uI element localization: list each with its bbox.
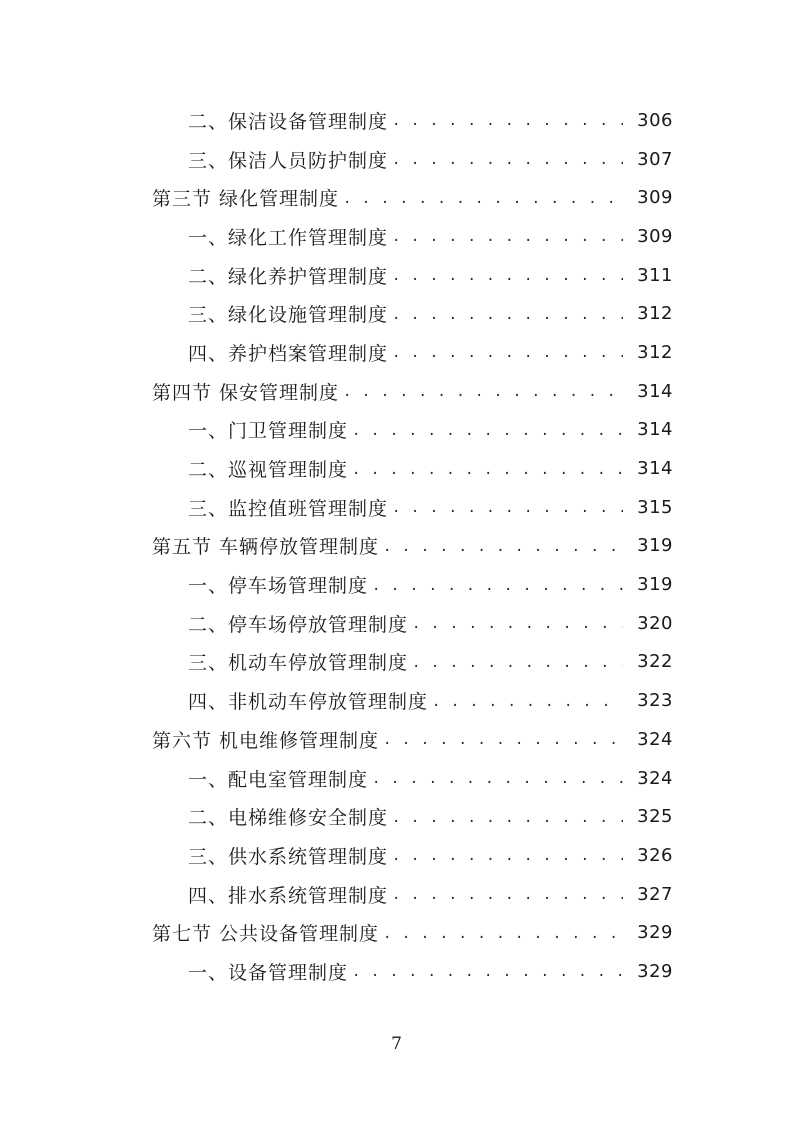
toc-entry-page: 329 bbox=[637, 922, 673, 944]
toc-entry-title: 一、绿化工作管理制度 bbox=[188, 226, 389, 249]
toc-dot-leader bbox=[392, 304, 623, 324]
toc-dot-leader bbox=[432, 691, 623, 711]
toc-dot-leader bbox=[383, 536, 623, 556]
table-of-contents bbox=[0, 101, 793, 991]
toc-dot-leader bbox=[392, 226, 623, 246]
toc-entry-page: 324 bbox=[637, 767, 673, 789]
toc-dot-leader bbox=[392, 807, 623, 827]
toc-entry-title: 一、配电室管理制度 bbox=[188, 768, 369, 791]
toc-entry-title: 二、绿化养护管理制度 bbox=[188, 265, 389, 288]
toc-entry-page: 307 bbox=[637, 148, 673, 170]
toc-entry-page: 312 bbox=[637, 303, 673, 325]
toc-section-row bbox=[0, 372, 793, 411]
toc-entry-title: 三、供水系统管理制度 bbox=[188, 845, 389, 868]
toc-entry-page: 311 bbox=[637, 264, 673, 286]
toc-entry-title: 三、机动车停放管理制度 bbox=[188, 652, 409, 675]
toc-dot-leader bbox=[392, 845, 623, 865]
toc-entry-page: 319 bbox=[637, 574, 673, 596]
toc-item-row bbox=[0, 797, 793, 836]
toc-entry-title: 四、排水系统管理制度 bbox=[188, 884, 389, 907]
toc-entry-page: 309 bbox=[637, 187, 673, 209]
toc-dot-leader bbox=[412, 613, 623, 633]
toc-entry-page: 326 bbox=[637, 844, 673, 866]
toc-entry-title: 二、保洁设备管理制度 bbox=[188, 110, 389, 133]
toc-section-row bbox=[0, 720, 793, 759]
toc-entry-title: 三、监控值班管理制度 bbox=[188, 497, 389, 520]
toc-entry-title: 第四节 保安管理制度 bbox=[152, 381, 340, 404]
toc-item-row bbox=[0, 101, 793, 140]
toc-section-row bbox=[0, 527, 793, 566]
toc-section-row bbox=[0, 913, 793, 952]
toc-entry-title: 四、非机动车停放管理制度 bbox=[188, 691, 429, 714]
toc-entry-page: 306 bbox=[637, 109, 673, 131]
toc-entry-page: 325 bbox=[637, 806, 673, 828]
toc-entry-title: 二、停车场停放管理制度 bbox=[188, 613, 409, 636]
toc-dot-leader bbox=[372, 768, 623, 788]
toc-dot-leader bbox=[352, 961, 623, 981]
toc-entry-page: 309 bbox=[637, 225, 673, 247]
toc-dot-leader bbox=[412, 652, 623, 672]
toc-entry-title: 一、设备管理制度 bbox=[188, 961, 349, 984]
toc-item-row bbox=[0, 759, 793, 798]
toc-entry-page: 322 bbox=[637, 651, 673, 673]
toc-dot-leader bbox=[392, 497, 623, 517]
toc-dot-leader bbox=[352, 459, 623, 479]
toc-entry-title: 一、停车场管理制度 bbox=[188, 575, 369, 598]
toc-dot-leader bbox=[392, 149, 623, 169]
toc-dot-leader bbox=[392, 884, 623, 904]
toc-entry-title: 第六节 机电维修管理制度 bbox=[152, 729, 380, 752]
toc-dot-leader bbox=[372, 575, 623, 595]
toc-list bbox=[0, 101, 793, 991]
toc-dot-leader bbox=[392, 110, 623, 130]
toc-item-row bbox=[0, 875, 793, 914]
toc-entry-page: 319 bbox=[637, 535, 673, 557]
toc-entry-title: 二、巡视管理制度 bbox=[188, 459, 349, 482]
toc-entry-page: 315 bbox=[637, 496, 673, 518]
toc-entry-title: 三、保洁人员防护制度 bbox=[188, 149, 389, 172]
toc-entry-page: 312 bbox=[637, 341, 673, 363]
toc-dot-leader bbox=[343, 188, 623, 208]
toc-entry-title: 四、养护档案管理制度 bbox=[188, 342, 389, 365]
toc-dot-leader bbox=[352, 420, 623, 440]
toc-entry-title: 二、电梯维修安全制度 bbox=[188, 807, 389, 830]
toc-item-row bbox=[0, 294, 793, 333]
toc-entry-page: 329 bbox=[637, 960, 673, 982]
toc-entry-title: 第三节 绿化管理制度 bbox=[152, 188, 340, 211]
toc-item-row bbox=[0, 643, 793, 682]
toc-entry-title: 第七节 公共设备管理制度 bbox=[152, 923, 380, 946]
toc-item-row bbox=[0, 488, 793, 527]
toc-item-row bbox=[0, 836, 793, 875]
toc-dot-leader bbox=[383, 923, 623, 943]
toc-item-row bbox=[0, 565, 793, 604]
toc-dot-leader bbox=[383, 729, 623, 749]
toc-section-row bbox=[0, 178, 793, 217]
toc-item-row bbox=[0, 681, 793, 720]
toc-entry-page: 314 bbox=[637, 380, 673, 402]
toc-item-row bbox=[0, 952, 793, 991]
page-number: 7 bbox=[391, 1034, 402, 1054]
toc-entry-page: 327 bbox=[637, 883, 673, 905]
toc-item-row bbox=[0, 411, 793, 450]
toc-item-row bbox=[0, 140, 793, 179]
toc-dot-leader bbox=[343, 381, 623, 401]
toc-item-row bbox=[0, 604, 793, 643]
toc-entry-title: 三、绿化设施管理制度 bbox=[188, 304, 389, 327]
toc-entry-page: 320 bbox=[637, 612, 673, 634]
toc-entry-page: 324 bbox=[637, 728, 673, 750]
toc-item-row bbox=[0, 256, 793, 295]
toc-dot-leader bbox=[392, 265, 623, 285]
toc-entry-page: 323 bbox=[637, 690, 673, 712]
toc-item-row bbox=[0, 217, 793, 256]
toc-dot-leader bbox=[392, 342, 623, 362]
toc-entry-page: 314 bbox=[637, 458, 673, 480]
toc-entry-title: 第五节 车辆停放管理制度 bbox=[152, 536, 380, 559]
toc-item-row bbox=[0, 449, 793, 488]
toc-entry-title: 一、门卫管理制度 bbox=[188, 420, 349, 443]
toc-entry-page: 314 bbox=[637, 419, 673, 441]
toc-item-row bbox=[0, 333, 793, 372]
